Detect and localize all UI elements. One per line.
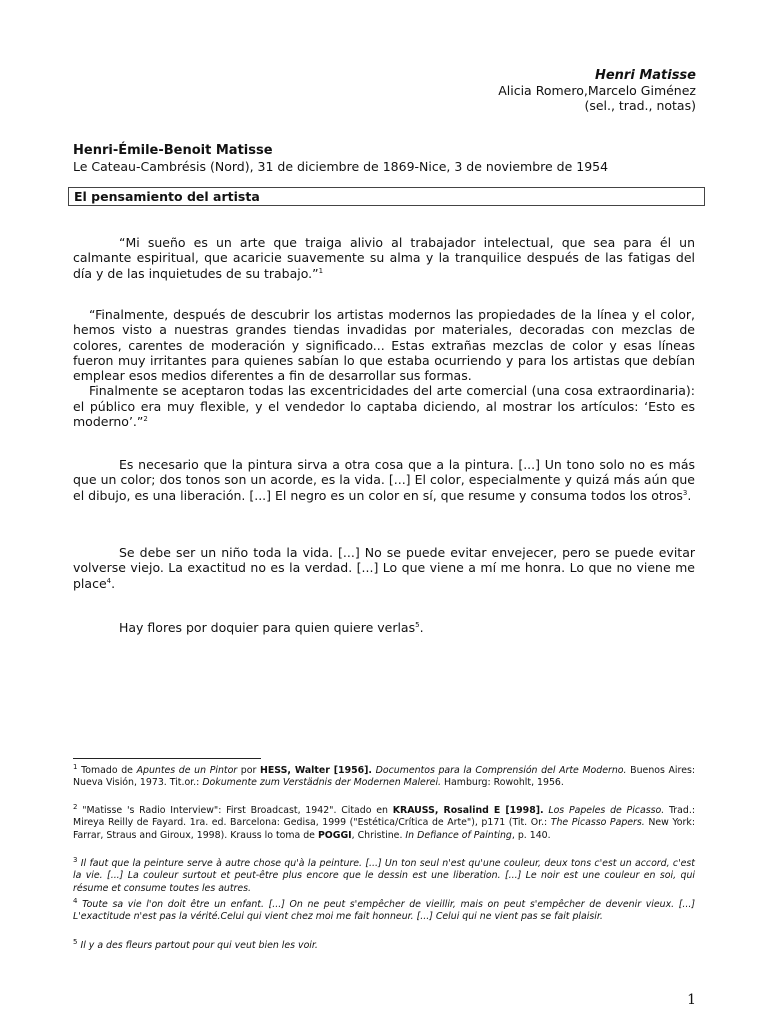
footnote-5: $^5$ Il y a des fleurs partout pour qui veut bien les voir.	[73, 937, 318, 951]
footnote-separator	[73, 758, 261, 759]
quote-1-text: “Mi sueño es un arte que traiga alivio al trabajador intelectual, que sea para él un calmante espiritual, que acaricie suavemente su alma y la tranquilice después de las fatigas del día y de las inquietudes de su trabajo.”	[73, 235, 695, 281]
quote-4: Se debe ser un niño toda la vida. [...] No se puede evitar envejecer, pero se puede evitar volverse viejo. La exactitud no es la verdad. [...] Lo que viene a mí me honra. Lo que no viene me place$^4$.	[73, 545, 695, 591]
quote-4-text: Se debe ser un niño toda la vida. [...] No se puede evitar envejecer, pero se puede evitar volverse viejo. La exactitud no es la verdad. [...] Lo que viene a mí me honra. Lo que no viene me place	[73, 545, 695, 591]
bio-block	[73, 143, 608, 175]
quote-2a-text: “Finalmente, después de descubrir los artistas modernos las propiedades de la línea y el color, hemos visto a nuestras grandes tiendas invadidas por materiales, decoradas con mezclas de colores, carentes de moderación y significado... Estas extrañas mezclas de color y esas líneas fueron muy irritantes para quienes sabían lo que estaba ocurriendo y para los artistas que debían emplear esos medios diferentes a fin de desarrollar sus formas.	[73, 307, 695, 384]
quote-5-text: Hay flores por doquier para quien quiere verlas	[119, 620, 416, 635]
quote-5-ref: 5	[415, 620, 420, 629]
header-artist-name: Henri Matisse	[594, 68, 696, 83]
quote-1-ref: 1	[318, 266, 324, 275]
page-number: 1	[687, 992, 696, 1008]
footnote-4: $^4$ Toute sa vie l'on doit être un enfant. [...] On ne peut s'empêcher de vieillir, mais on peut s'empêcher de devenir vieux. [...] L'exactitude n'est pas la vérité.Celui qui vient chez moi me fait honneur. [...] Celui qui ne vient pas se fait plaisir.	[73, 896, 695, 923]
footnote-5-text: Il y a des fleurs partout pour qui veut bien les voir.	[80, 940, 318, 951]
quote-3: Es necesario que la pintura sirva a otra cosa que a la pintura. [...] Un tono solo no es más que un color; dos tonos son un acorde, es la vida. [...] El color, especialmente y quizá más aún que el dibujo, es una liberación. [...] El negro es un color en sí, que resume y consuma todos los otros$^3$.	[73, 457, 695, 503]
section-title: El pensamiento del artista	[68, 187, 705, 206]
quote-3-text: Es necesario que la pintura sirva a otra cosa que a la pintura. [...] Un tono solo no es más que un color; dos tonos son un acorde, es la vida. [...] El color, especialmente y quizá más aún que el dibujo, es una liberación. [...] El negro es un color en sí, que resume y consuma todos los otros	[73, 457, 695, 503]
quote-3-ref: 3	[682, 488, 688, 497]
header-role: (sel., trad., notas)	[584, 98, 696, 113]
quote-2-ref: 2	[143, 414, 148, 423]
header-authors: Alicia Romero,Marcelo Giménez	[498, 83, 696, 98]
footnote-1: $^1$ Tomado de Apuntes de un Pintor por HESS, Walter [1956]. Documentos para la Comprensión del Arte Moderno. Buenos Aires: Nueva Visión, 1973. Tit.or.: Dokumente zum Verstädnis der Modernen Malerei. Hamburg: Rowohlt, 1956.	[73, 762, 696, 789]
footnote-2: $^2$ "Matisse 's Radio Interview": First Broadcast, 1942". Citado en KRAUSS, Rosalind E [1998]. Los Papeles de Picasso. Trad.: Mireya Reilly de Fayard. 1ra. ed. Barcelona: Gedisa, 1999 ("Estética/Crítica de Arte"), p171 (Tit. Or.: The Picasso Papers. New York: Farrar, Straus and Giroux, 1998). Krauss lo toma de POGGI, Christine. In Defiance of Painting, p. 140.	[73, 802, 695, 841]
quote-4-ref: 4	[106, 576, 112, 585]
footnote-3: $^3$ Il faut que la peinture serve à autre chose qu'à la peinture. [...] Un ton seul n'est qu'une couleur, deux tons c'est un accord, c'est la vie. [...] La couleur surtout et peut-être plus encore que le dessin est une liberation. [...] Le noir est une couleur en soi, qui résume et consume toutes les autres.	[73, 855, 695, 894]
footnote-3-text: Il faut que la peinture serve à autre chose qu'à la peinture. [...] Un ton seul n'est qu'une couleur, deux tons c'est un accord, c'est la vie. [...] La couleur surtout et peut-être plus encore que le dessin est une liberation. [...] Le noir est une couleur en soi, qui résume et consume toutes les autres.	[73, 858, 695, 894]
bio-full-name: Henri-Émile-Benoit Matisse	[73, 143, 273, 158]
quote-5: Hay flores por doquier para quien quiere verlas$^5$.	[119, 620, 424, 635]
header-block	[498, 68, 696, 113]
bio-dates: Le Cateau-Cambrésis (Nord), 31 de diciembre de 1869-Nice, 3 de noviembre de 1954	[73, 159, 609, 174]
footnote-4-text: Toute sa vie l'on doit être un enfant. [...] On ne peut s'empêcher de vieillir, mais on peut s'empêcher de devenir vieux. [...] L'exactitude n'est pas la vérité.Celui qui vient chez moi me fait honneur. [...] Celui qui ne vient pas se fait plaisir.	[73, 899, 695, 923]
quote-2	[73, 307, 695, 429]
quote-2b-text: Finalmente se aceptaron todas las excentricidades del arte comercial (una cosa extraordinaria): el público era muy flexible, y el vendedor lo captaba diciendo, al mostrar los artículos: ‘Esto es moderno’.”	[73, 383, 695, 430]
quote-1	[73, 235, 695, 281]
